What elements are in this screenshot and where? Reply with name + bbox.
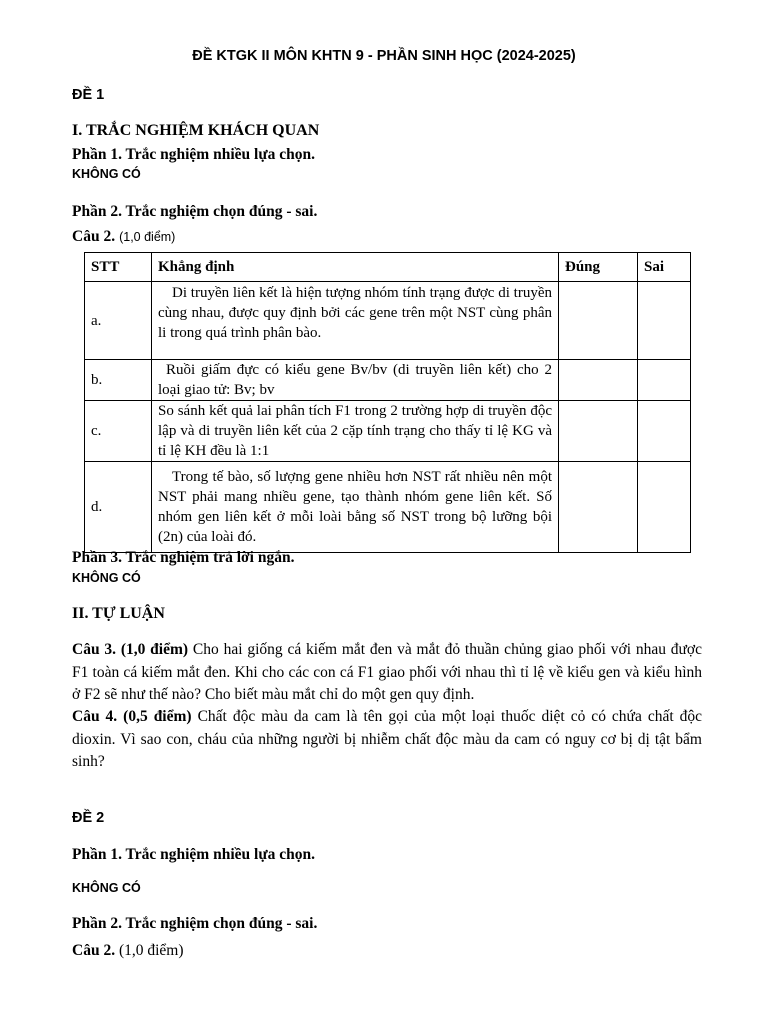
row-stt: c. bbox=[85, 401, 152, 462]
row-statement: So sánh kết quả lai phân tích F1 trong 2 trường hợp di truyền độc lập và di truyền liên kết của 2 cặp tính trạng cho thấy tỉ lệ KG và tỉ lệ KH đều là 1:1 bbox=[152, 401, 559, 462]
header-true: Đúng bbox=[559, 253, 638, 282]
de2-part2-title: Phần 2. Trắc nghiệm chọn đúng - sai. bbox=[72, 915, 318, 932]
header-false: Sai bbox=[638, 253, 691, 282]
false-answer-cell[interactable] bbox=[638, 401, 691, 462]
question-label: Câu 2. bbox=[72, 228, 116, 245]
question3-label: Câu 3. (1,0 điểm) bbox=[72, 641, 189, 658]
true-answer-cell[interactable] bbox=[559, 462, 638, 553]
table-header-row bbox=[85, 253, 691, 282]
header-stt: STT bbox=[85, 253, 152, 282]
row-statement: Ruồi giấm đực có kiểu gene Bv/bv (di truyền liên kết) cho 2 loại giao tử: Bv; bv bbox=[152, 360, 559, 401]
row-statement: Trong tế bào, số lượng gene nhiều hơn NST rất nhiều nên một NST phải mang nhiều gene, tạo thành nhóm gene liên kết. Số nhóm gen liên kết ở mỗi loài bằng số NST trong bộ lưỡng bội (2n) của loài đó. bbox=[152, 462, 559, 553]
true-false-table bbox=[84, 252, 691, 553]
de1-part1-note: KHÔNG CÓ bbox=[72, 167, 141, 181]
question3-text: Cho hai giống cá kiếm mắt đen và mắt đỏ thuần chủng giao phối với nhau được F1 toàn cá kiếm mắt đen. Khi cho các con cá F1 giao phối với nhau thì tỉ lệ về kiểu gen và kiểu hình ở F2 sẽ như thế nào? Cho biết màu mắt chỉ do một gen quy định. bbox=[72, 641, 703, 703]
de1-part3-title: Phần 3. Trắc nghiệm trả lời ngắn. bbox=[72, 549, 295, 566]
de2-question2-heading bbox=[72, 942, 184, 960]
de1-section2-title: II. TỰ LUẬN bbox=[72, 605, 165, 622]
de1-question2-heading bbox=[72, 228, 175, 246]
false-answer-cell[interactable] bbox=[638, 282, 691, 360]
false-answer-cell[interactable] bbox=[638, 462, 691, 553]
row-stt: b. bbox=[85, 360, 152, 401]
table-row bbox=[85, 401, 691, 462]
de1-section1-title: I. TRẮC NGHIỆM KHÁCH QUAN bbox=[72, 122, 320, 139]
de1-part3-note: KHÔNG CÓ bbox=[72, 571, 141, 585]
header-statement: Khẳng định bbox=[152, 253, 559, 282]
table-row bbox=[85, 462, 691, 553]
row-stt: d. bbox=[85, 462, 152, 553]
de1-label: ĐỀ 1 bbox=[72, 87, 105, 103]
question3-paragraph bbox=[72, 639, 702, 707]
question-points: (1,0 điểm) bbox=[118, 942, 184, 959]
question4-text: Chất độc màu da cam là tên gọi của một loại thuốc diệt cỏ có chứa chất độc dioxin. Vì sao con, cháu của những người bị nhiễm chất độc màu da cam có nguy cơ bị dị tật bẩm sinh? bbox=[72, 708, 703, 770]
question-label: Câu 2. bbox=[72, 942, 116, 959]
false-answer-cell[interactable] bbox=[638, 360, 691, 401]
question4-label: Câu 4. (0,5 điểm) bbox=[72, 708, 192, 725]
row-statement: Di truyền liên kết là hiện tượng nhóm tính trạng được di truyền cùng nhau, được quy định bởi các gene trên một NST cùng phân li trong quá trình phân bào. bbox=[152, 282, 559, 360]
question-points: (1,0 điểm) bbox=[119, 230, 176, 244]
de2-part1-note: KHÔNG CÓ bbox=[72, 881, 141, 895]
table-row bbox=[85, 360, 691, 401]
row-stt: a. bbox=[85, 282, 152, 360]
true-answer-cell[interactable] bbox=[559, 401, 638, 462]
page-title: ĐỀ KTGK II MÔN KHTN 9 - PHẦN SINH HỌC (2024-2025) bbox=[192, 48, 576, 64]
de1-part1-title: Phần 1. Trắc nghiệm nhiều lựa chọn. bbox=[72, 146, 315, 163]
table-row bbox=[85, 282, 691, 360]
true-answer-cell[interactable] bbox=[559, 360, 638, 401]
true-answer-cell[interactable] bbox=[559, 282, 638, 360]
question4-paragraph bbox=[72, 706, 702, 774]
de2-label: ĐỀ 2 bbox=[72, 810, 105, 826]
de2-part1-title: Phần 1. Trắc nghiệm nhiều lựa chọn. bbox=[72, 846, 315, 863]
de1-part2-title: Phần 2. Trắc nghiệm chọn đúng - sai. bbox=[72, 203, 318, 220]
